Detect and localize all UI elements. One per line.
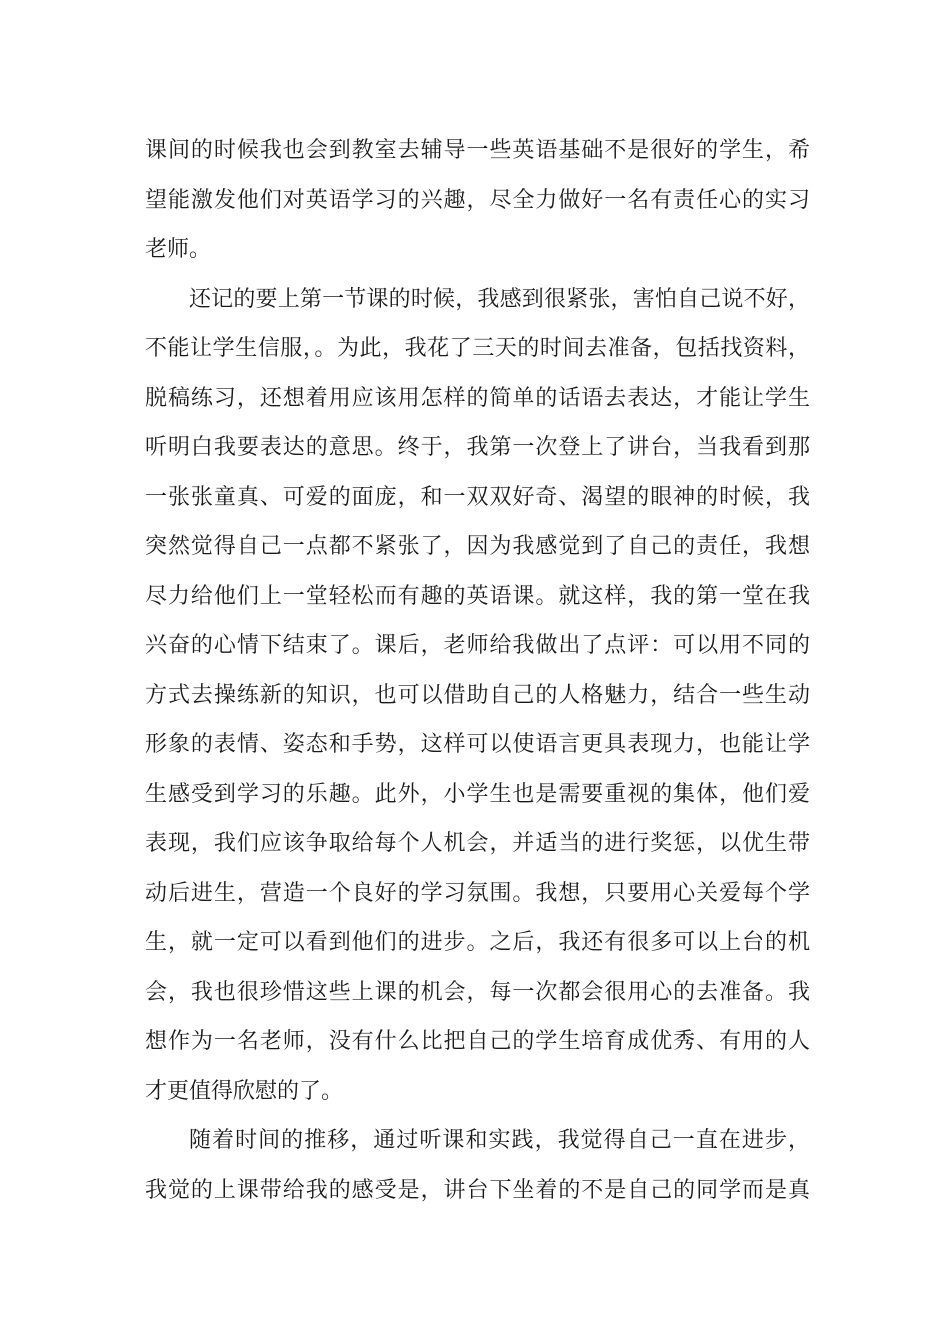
document-body <box>145 126 810 1215</box>
text-line: 还记的要上第一节课的时候，我感到很紧张，害怕自己说不好， <box>189 286 810 312</box>
text-line: 生感受到学习的乐趣。此外，小学生也是需要重视的集体，他们爱 <box>145 781 810 807</box>
text-line: 尽力给他们上一堂轻松而有趣的英语课。就这样，我的第一堂在我 <box>145 583 810 609</box>
text-line: 想作为一名老师，没有什么比把自己的学生培育成优秀、有用的人 <box>145 1029 810 1054</box>
text-line: 脱稿练习，还想着用应该用怎样的简单的话语去表达，才能让学生 <box>145 385 810 411</box>
text-line: 才更值得欣慰的了。 <box>145 1078 344 1104</box>
text-line: 形象的表情、姿态和手势，这样可以使语言更具表现力，也能让学 <box>145 732 810 757</box>
text-line: 课间的时候我也会到教室去辅导一些英语基础不是很好的学生，希 <box>145 138 810 163</box>
paragraph-3 <box>145 1116 810 1215</box>
text-line: 会，我也很珍惜这些上课的机会，每一次都会很用心的去准备。我 <box>145 979 810 1005</box>
text-line: 动后进生，营造一个良好的学习氛围。我想，只要用心关爱每个学 <box>145 880 810 906</box>
text-line: 表现，我们应该争取给每个人机会，并适当的进行奖惩，以优生带 <box>145 831 810 856</box>
text-line: 兴奋的心情下结束了。课后，老师给我做出了点评：可以用不同的 <box>145 633 810 658</box>
text-line: 听明白我要表达的意思。终于，我第一次登上了讲台，当我看到那 <box>145 435 810 460</box>
text-line: 不能让学生信服，。为此，我花了三天的时间去准备，包括找资料， <box>145 336 810 361</box>
text-line: 方式去操练新的知识，也可以借助自己的人格魅力，结合一些生动 <box>145 682 810 708</box>
text-line: 我觉的上课带给我的感受是，讲台下坐着的不是自己的同学而是真 <box>145 1177 810 1203</box>
paragraph-2 <box>145 275 810 1117</box>
text-line: 生，就一定可以看到他们的进步。之后，我还有很多可以上台的机 <box>145 930 810 955</box>
text-line: 老师。 <box>145 237 212 262</box>
text-line: 望能激发他们对英语学习的兴趣，尽全力做好一名有责任心的实习 <box>145 187 810 213</box>
text-line: 突然觉得自己一点都不紧张了，因为我感觉到了自己的责任，我想 <box>145 534 810 559</box>
text-line: 随着时间的推移，通过听课和实践，我觉得自己一直在进步， <box>189 1128 810 1153</box>
text-line: 一张张童真、可爱的面庞，和一双双好奇、渴望的眼神的时候，我 <box>145 484 810 510</box>
paragraph-1 <box>145 126 810 275</box>
